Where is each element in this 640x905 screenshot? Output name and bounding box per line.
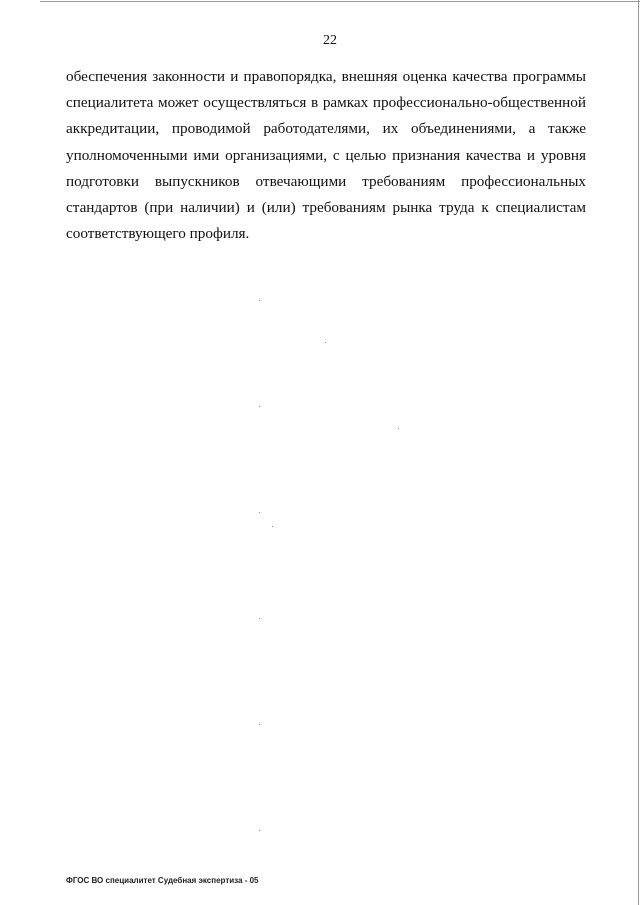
text-line: уполномоченными ими организациями, с целью признания качества и уровня [66,146,586,164]
text-line: соответствующего профиля. [66,225,250,243]
scan-speck [398,428,399,429]
scan-speck [272,526,273,527]
page-right-edge [638,0,639,905]
text-line: специалитета может осуществляться в рамках профессионально-общественной [66,94,586,112]
page-number: 22 [323,33,337,48]
scan-speck [259,300,260,301]
scan-speck [259,724,260,725]
text-line: подготовки выпускников отвечающими требованиям профессиональных [66,172,586,190]
page-top-edge [40,1,640,2]
text-line: стандартов (при наличии) и (или) требованиям рынка труда к специалистам [66,199,586,217]
scan-speck [259,830,260,831]
page-footer: ФГОС ВО специалитет Судебная экспертиза - 05 [66,876,259,885]
scan-speck [325,342,326,343]
text-line: обеспечения законности и правопорядка, внешняя оценка качества программы [66,68,586,85]
body-paragraph [66,64,586,247]
scan-speck [259,406,260,407]
scan-speck [259,618,260,619]
text-line: аккредитации, проводимой работодателями, их объединениями, а также [66,120,586,138]
scan-speck [259,512,260,513]
